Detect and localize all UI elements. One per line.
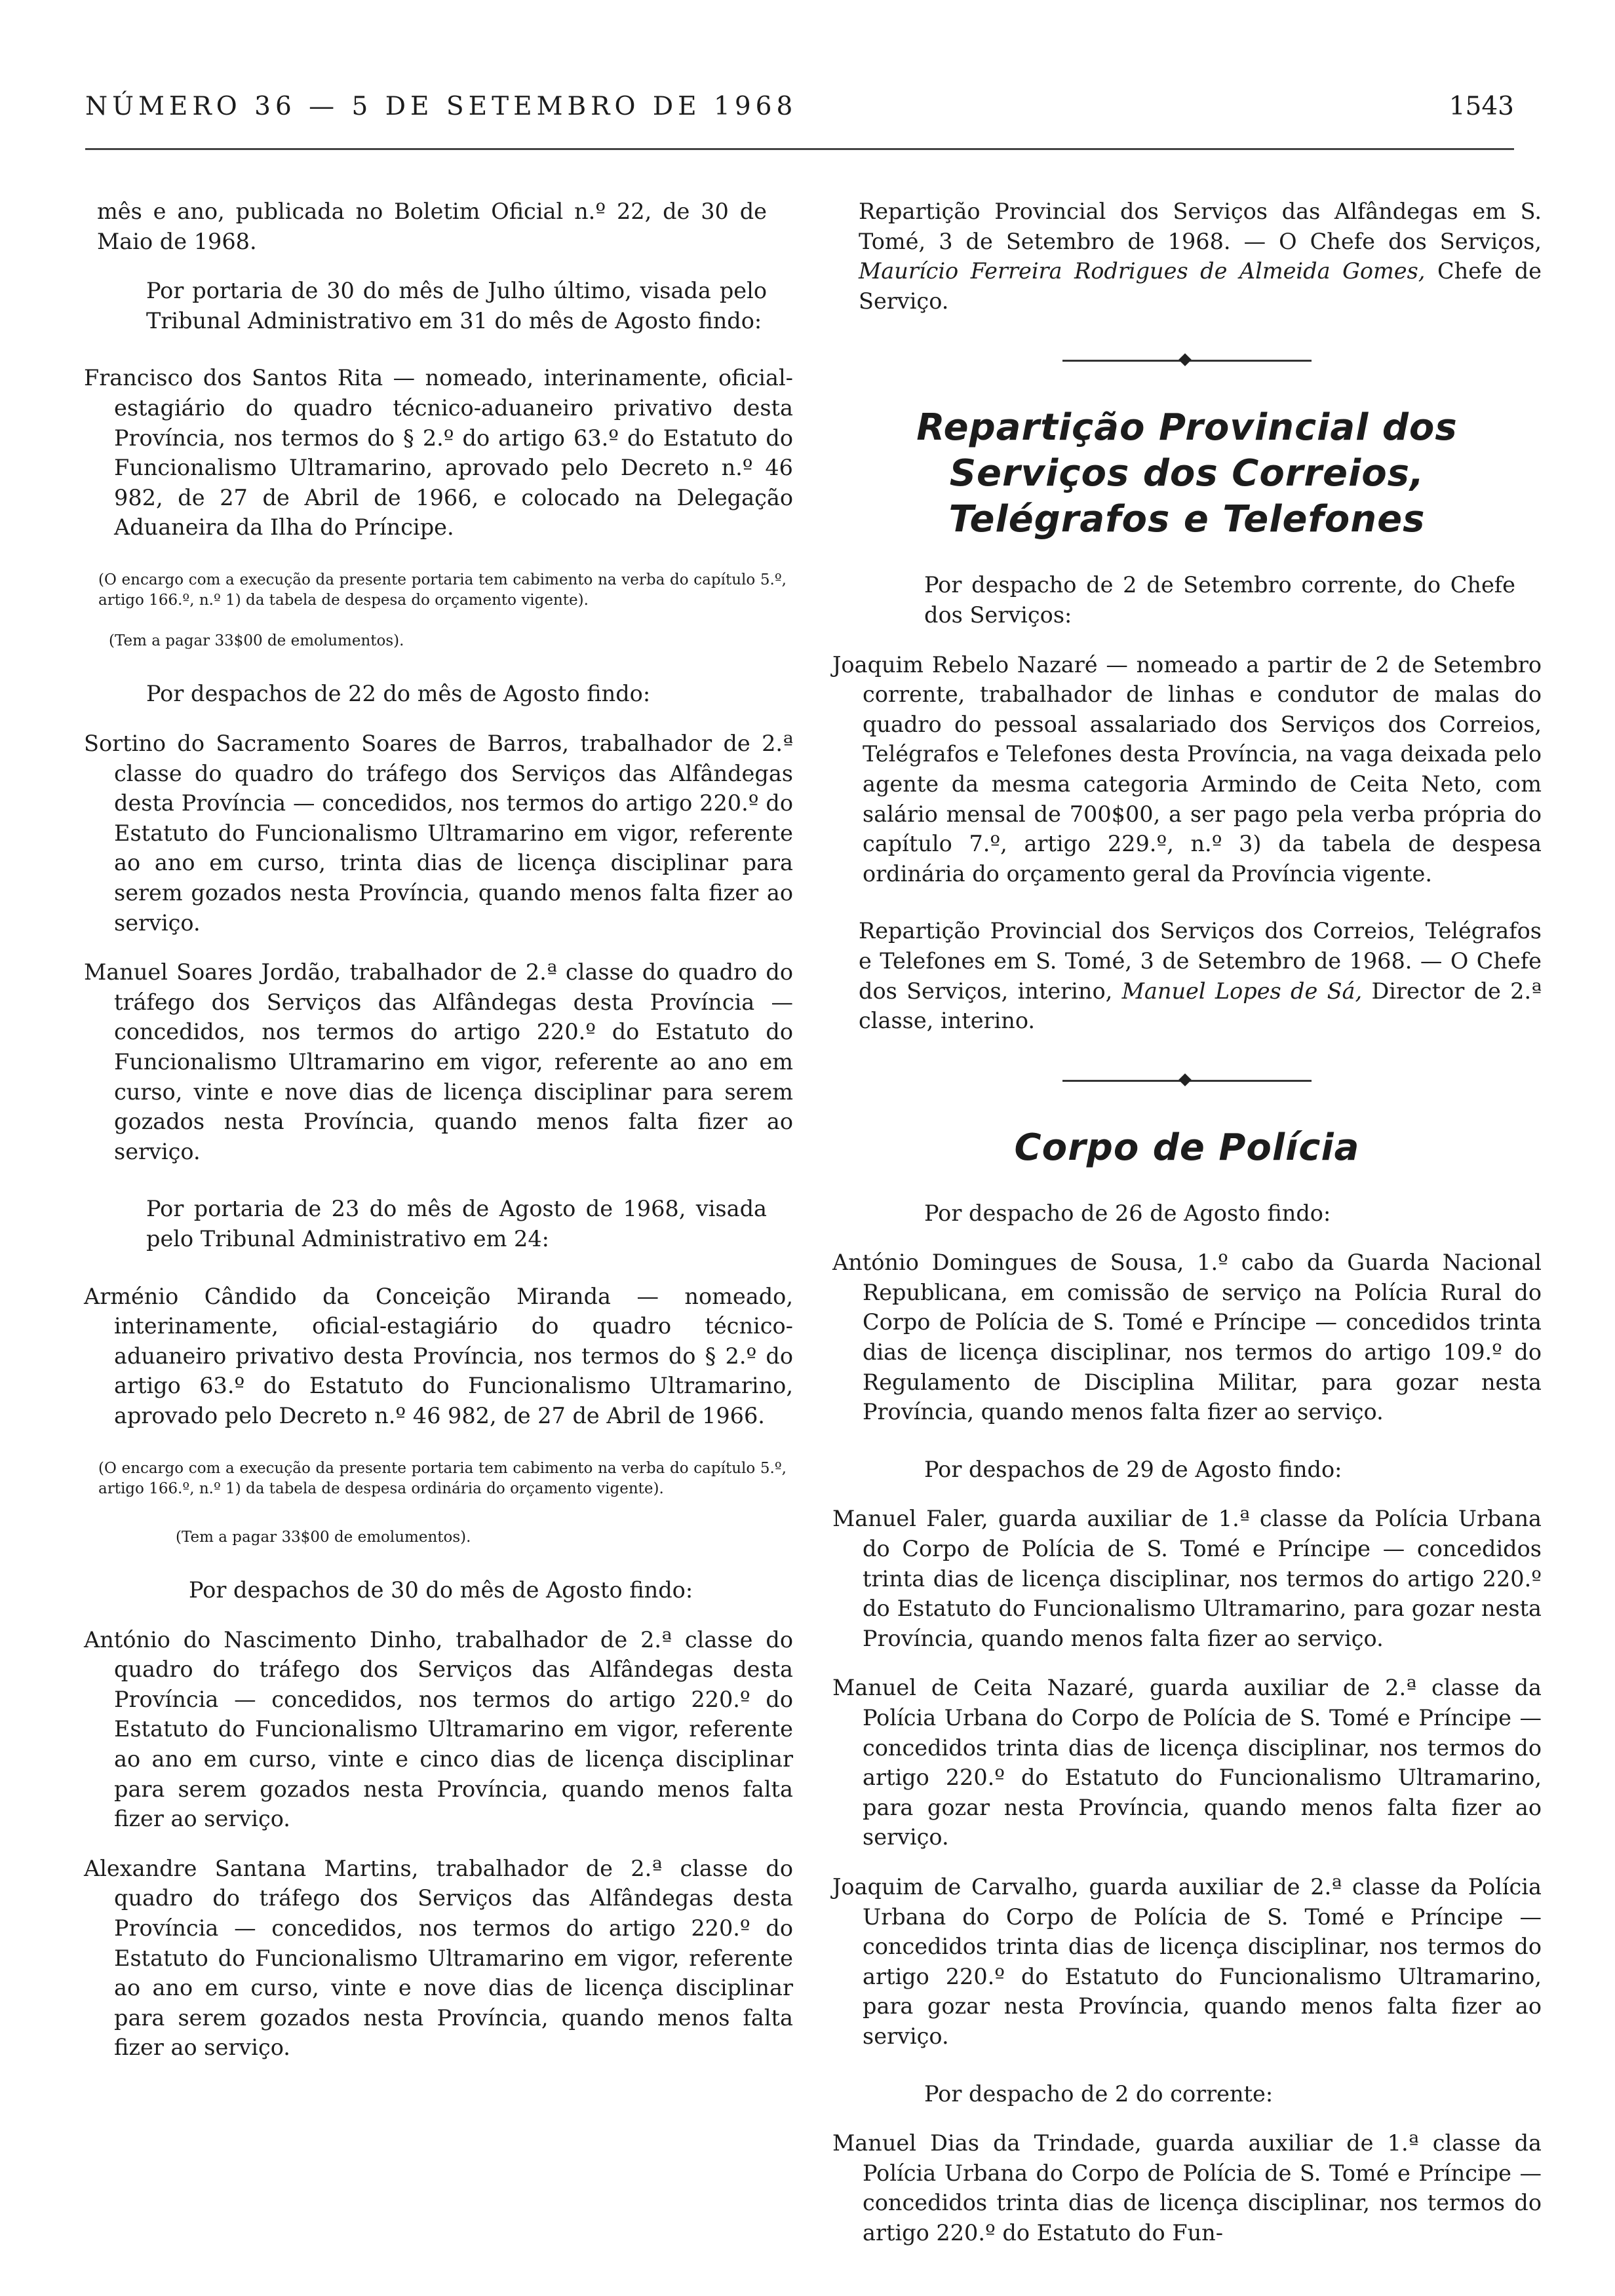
- paragraph: Por despachos de 22 do mês de Agosto findo:: [146, 681, 651, 707]
- separator: [1062, 1074, 1312, 1087]
- paragraph: Por despachos de 30 do mês de Agosto findo:: [189, 1577, 693, 1603]
- signature-name: Maurício Ferreira Rodrigues de Almeida Gomes,: [859, 258, 1426, 284]
- paragraph: Arménio Cândido da Conceição Miranda — nomeado, interinamente, oficial-estagiário do quadro técnico-aduaneiro privativo desta Província, nos termos do § 2.º do artigo 63.º do Estatuto do Funcionalismo Ultramarino, aprovado pelo Decreto n.º 46 982, de 27 de Abril de 1966.: [84, 1283, 793, 1428]
- note: (Tem a pagar 33$00 de emolumentos).: [176, 1528, 471, 1546]
- signature-role: Chefe de Serviço.: [859, 258, 1542, 314]
- paragraph: [832, 197, 1542, 316]
- section-title: Repartição Provincial dos Serviços dos Correios, Telégrafos e Telefones: [916, 406, 1458, 541]
- signature-role: Director de 2.ª classe, interino.: [859, 978, 1542, 1034]
- paragraph: António do Nascimento Dinho, trabalhador de 2.ª classe do quadro do tráfego dos Serviços das Alfândegas desta Província — concedidos, nos termos do artigo 220.º do Estatuto do Funcionalismo Ultramarino em vigor, referente ao ano em curso, vinte e cinco dias de licença disciplinar para serem gozados nesta Província, quando menos falta fizer ao serviço.: [84, 1626, 793, 1832]
- note: (O encargo com a execução da presente portaria tem cabimento na verba do capítulo 5.º, artigo 166.º, n.º 1) da tabela de despesa ordinária do orçamento vigente).: [98, 1459, 787, 1497]
- separator: [1062, 354, 1312, 367]
- paragraph: Por portaria de 23 do mês de Agosto de 1968, visada pelo Tribunal Administrativo em 24:: [146, 1196, 767, 1252]
- signature-name: Manuel Lopes de Sá,: [1121, 978, 1363, 1004]
- header-rule: [85, 148, 1514, 150]
- paragraph: [832, 916, 1542, 1035]
- paragraph: Por despacho de 2 do corrente:: [924, 2080, 1274, 2107]
- paragraph: Alexandre Santana Martins, trabalhador de 2.ª classe do quadro do tráfego dos Serviços das Alfândegas desta Província — concedidos, nos termos do artigo 220.º do Estatuto do Funcionalismo Ultramarino em vigor, referente ao ano em curso, vinte e nove dias de licença disciplinar para serem gozados nesta Província, quando menos falta fizer ao serviço.: [84, 1855, 793, 2061]
- note: (O encargo com a execução da presente portaria tem cabimento na verba do capítulo 5.º, artigo 166.º, n.º 1) da tabela de despesa do orçamento vigente).: [98, 571, 787, 609]
- note: (Tem a pagar 33$00 de emolumentos).: [109, 632, 404, 649]
- left-column: [84, 197, 793, 2063]
- paragraph: Sortino do Sacramento Soares de Barros, trabalhador de 2.ª classe do quadro do tráfego dos Serviços das Alfândegas desta Província — concedidos, nos termos do artigo 220.º do Estatuto do Funcionalismo Ultramarino em vigor, referente ao ano em curso, trinta dias de licença disciplinar para serem gozados nesta Província, quando menos falta fizer ao serviço.: [84, 731, 793, 936]
- paragraph: Por despacho de 2 de Setembro corrente, do Chefe dos Serviços:: [924, 572, 1515, 628]
- paragraph: Manuel Soares Jordão, trabalhador de 2.ª classe do quadro do tráfego dos Serviços das Alfândegas desta Província — concedidos, nos termos do artigo 220.º do Estatuto do Funcionalismo Ultramarino em vigor, referente ao ano em curso, vinte e nove dias de licença disciplinar para serem gozados nesta Província, quando menos falta fizer ao serviço.: [84, 959, 793, 1164]
- page-number: 1543: [1449, 92, 1514, 121]
- paragraph: Francisco dos Santos Rita — nomeado, interinamente, oficial-estagiário do quadro técnico-aduaneiro privativo desta Província, nos termos do § 2.º do artigo 63.º do Estatuto do Funcionalismo Ultramarino, aprovado pelo Decreto n.º 46 982, de 27 de Abril de 1966, e colocado na Delegação Aduaneira da Ilha do Príncipe.: [84, 365, 793, 541]
- paragraph: mês e ano, publicada no Boletim Oficial n.º 22, de 30 de Maio de 1968.: [97, 199, 767, 254]
- paragraph: António Domingues de Sousa, 1.º cabo da Guarda Nacional Republicana, em comissão de serviço na Polícia Rural do Corpo de Polícia de S. Tomé e Príncipe — concedidos trinta dias de licença disciplinar, nos termos do artigo 109.º do Regulamento de Disciplina Militar, para gozar nesta Província, quando menos falta fizer ao serviço.: [832, 1250, 1542, 1425]
- paragraph: Joaquim de Carvalho, guarda auxiliar de 2.ª classe da Polícia Urbana do Corpo de Polícia de S. Tomé e Príncipe — concedidos trinta dias de licença disciplinar, nos termos do artigo 220.º do Estatuto do Funcionalismo Ultramarino, para gozar nesta Província, quando menos falta fizer ao serviço.: [832, 1873, 1542, 2049]
- closing-text: Repartição Provincial dos Serviços das Alfândegas em S. Tomé, 3 de Setembro de 1968. — O Chefe dos Serviços,: [859, 199, 1542, 254]
- paragraph: Joaquim Rebelo Nazaré — nomeado a partir de 2 de Setembro corrente, trabalhador de linhas e condutor de malas do quadro do pessoal assalariado dos Serviços dos Correios, Telégrafos e Telefones desta Província, na vaga deixada pelo agente da mesma categoria Armindo de Ceita Neto, com salário mensal de 700$00, a ser pago pela verba própria do capítulo 7.º, artigo 229.º, n.º 3) da tabela de despesa ordinária do orçamento geral da Província vigente.: [832, 651, 1542, 887]
- paragraph: Por despachos de 29 de Agosto findo:: [924, 1456, 1342, 1482]
- page-header: [85, 92, 1514, 131]
- paragraph: Por portaria de 30 do mês de Julho último, visada pelo Tribunal Administrativo em 31 do mês de Agosto findo:: [146, 278, 767, 334]
- paragraph: Manuel Dias da Trindade, guarda auxiliar de 1.ª classe da Polícia Urbana do Corpo de Polícia de S. Tomé e Príncipe — concedidos trinta dias de licença disciplinar, nos termos do artigo 220.º do Estatuto do Fun-: [832, 2130, 1542, 2246]
- right-column: [832, 197, 1542, 2248]
- issue-title: NÚMERO 36 — 5 DE SETEMBRO DE 1968: [85, 92, 798, 121]
- section-title: Corpo de Polícia: [1014, 1126, 1360, 1169]
- paragraph: Por despacho de 26 de Agosto findo:: [924, 1200, 1331, 1226]
- paragraph: Manuel de Ceita Nazaré, guarda auxiliar de 2.ª classe da Polícia Urbana do Corpo de Polícia de S. Tomé e Príncipe — concedidos trinta dias de licença disciplinar, nos termos do artigo 220.º do Estatuto do Funcionalismo Ultramarino, para gozar nesta Província, quando menos falta fizer ao serviço.: [832, 1675, 1542, 1850]
- closing-text: Repartição Provincial dos Serviços dos Correios, Telégrafos e Telefones em S. Tomé, 3 de Setembro de 1968. — O Chefe dos Serviços, interino,: [859, 918, 1542, 1004]
- paragraph: Manuel Faler, guarda auxiliar de 1.ª classe da Polícia Urbana do Corpo de Polícia de S. Tomé e Príncipe — concedidos trinta dias de licença disciplinar, nos termos do artigo 220.º do Estatuto do Funcionalismo Ultramarino, para gozar nesta Província, quando menos falta fizer ao serviço.: [832, 1506, 1542, 1651]
